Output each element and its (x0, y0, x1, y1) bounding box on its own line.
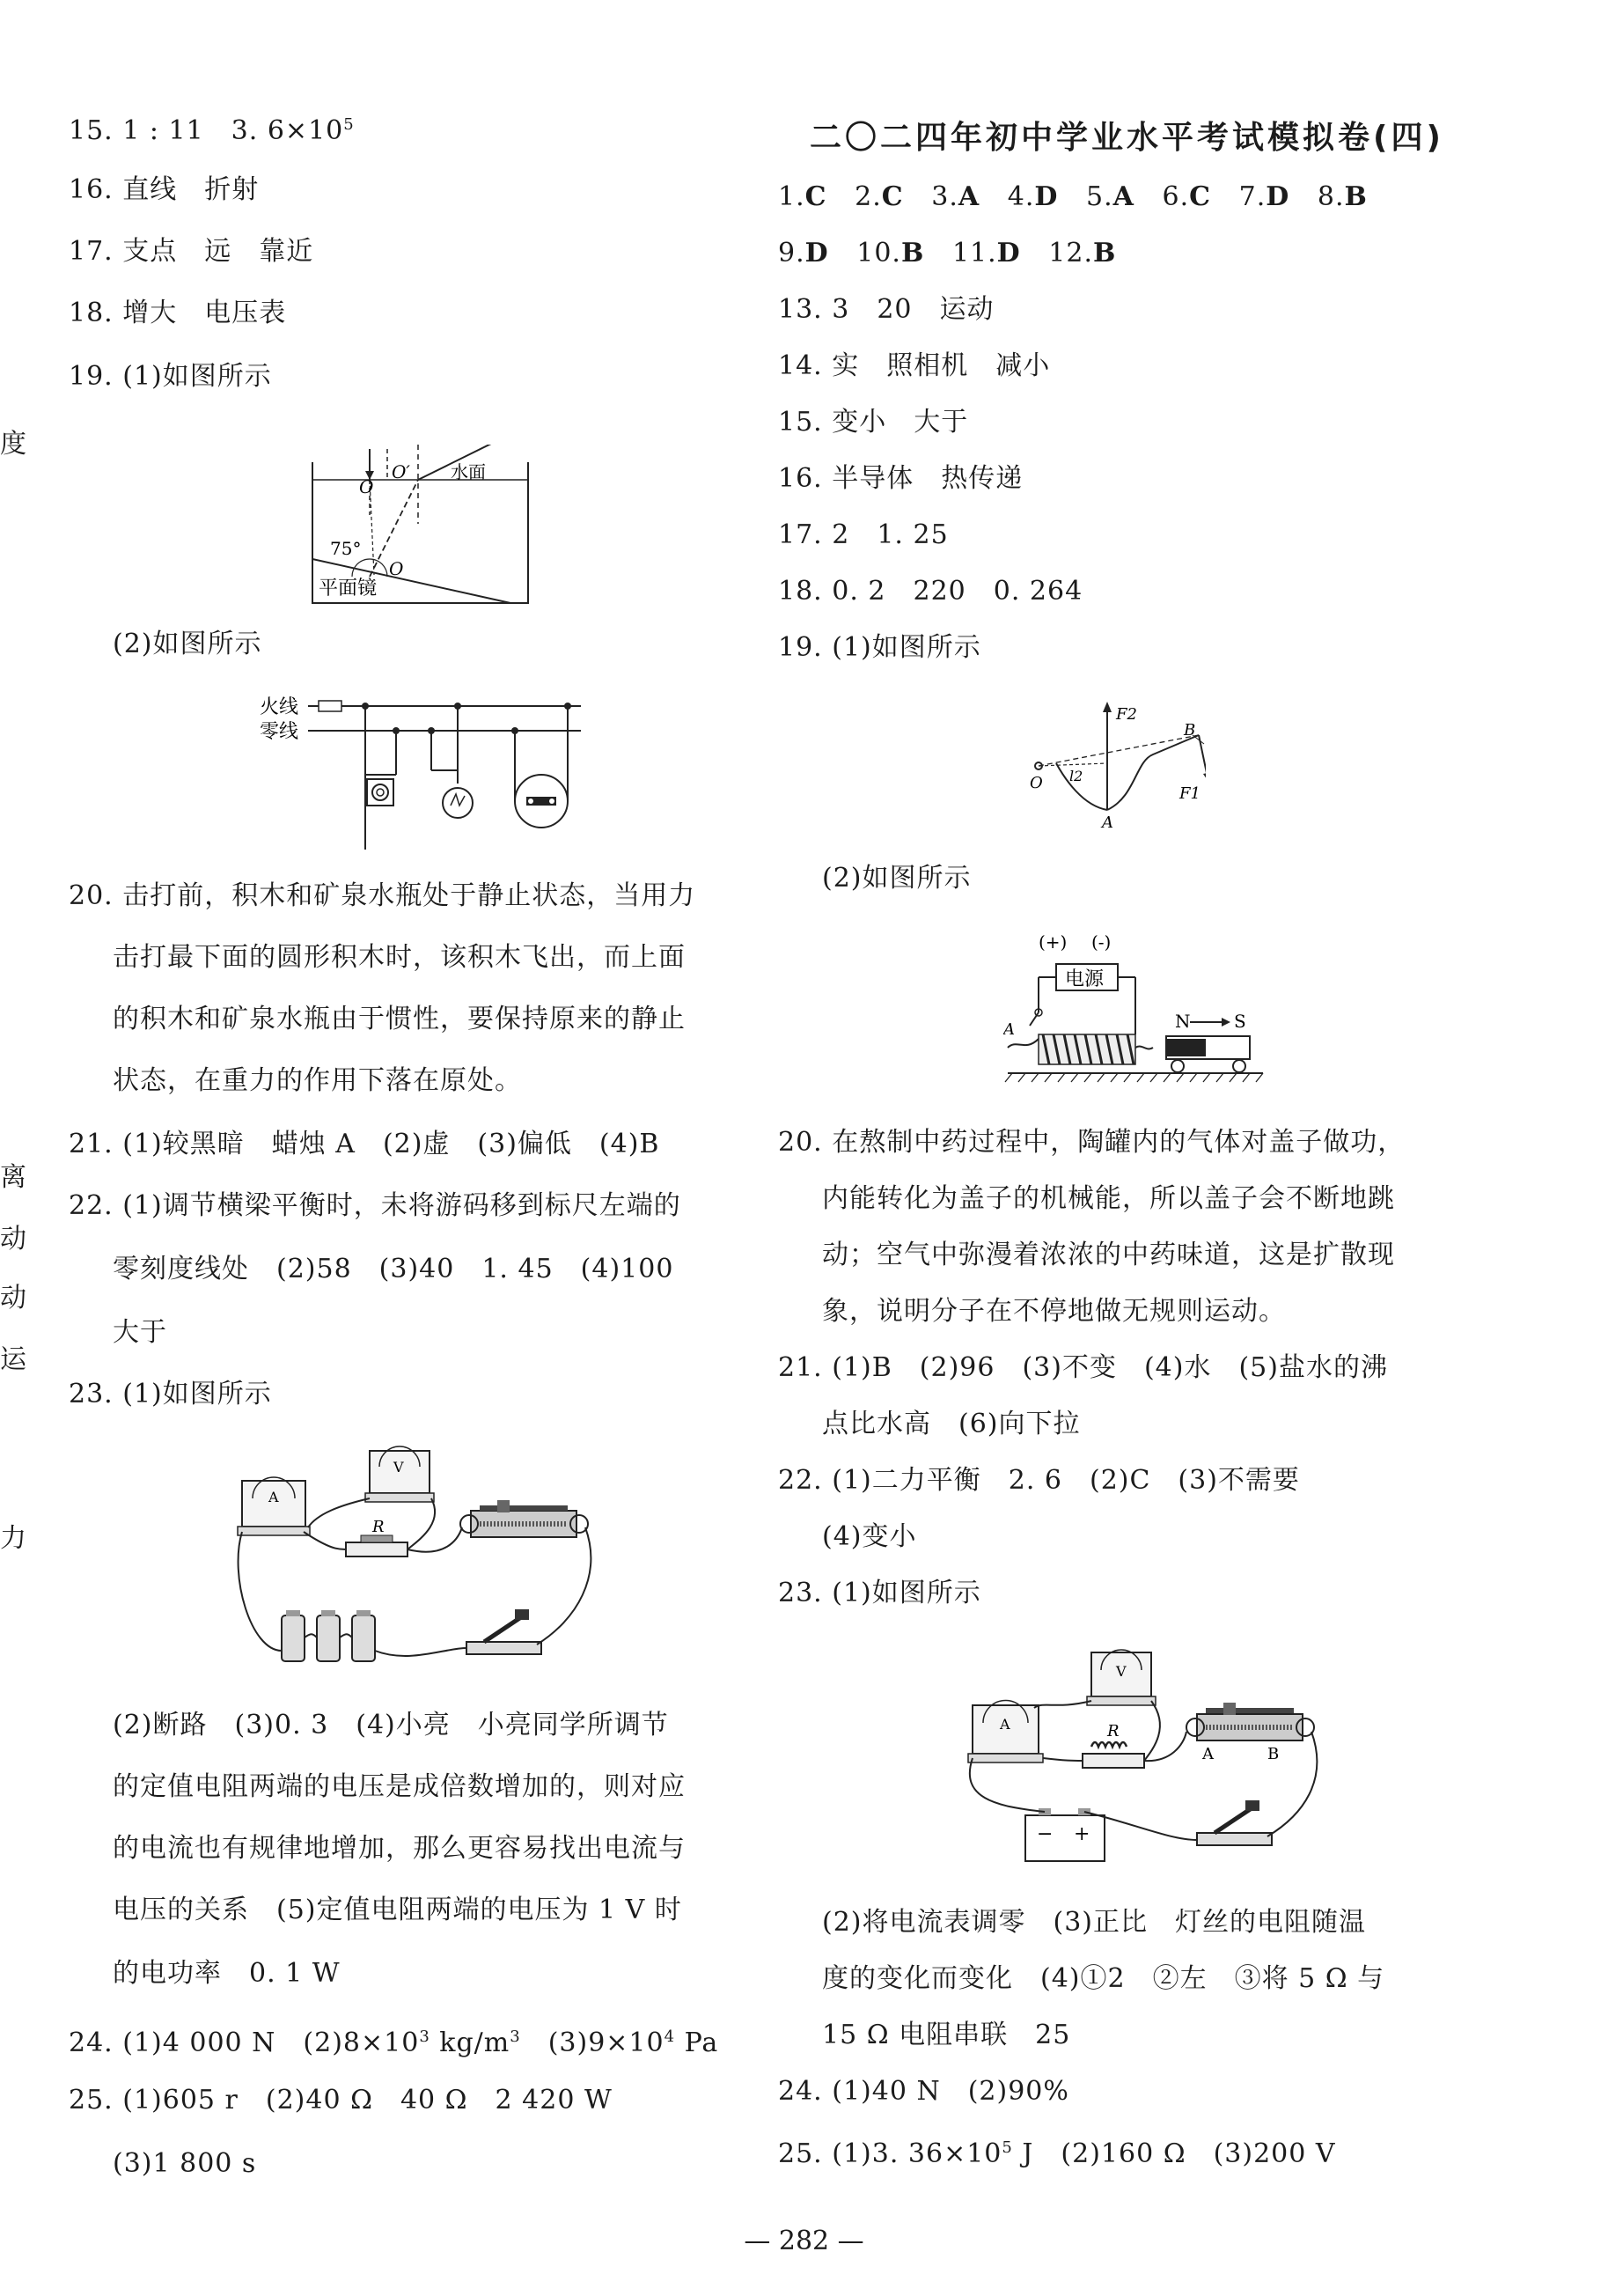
label-neutral: 零线 (260, 721, 299, 743)
label-n: N (1175, 1011, 1191, 1032)
answer-r22-line1: 22. (1)二力平衡 2. 6 (2)C (3)不需要 (778, 1465, 1300, 1496)
battery-minus: − (1037, 1823, 1054, 1845)
lever-figure (1003, 700, 1206, 832)
answer-r18: 18. 0. 2 220 0. 264 (778, 576, 1083, 607)
answer-r23-line2: 度的变化而变化 (4)①2 ②左 ③将 5 Ω 与 (822, 1963, 1385, 1994)
answer-25: 25. (1)605 r (2)40 Ω 40 Ω 2 420 W (69, 2085, 613, 2116)
answer-r23-2: (2)将电流表调零 (3)正比 灯丝的电阻随温 (822, 1907, 1366, 1938)
resistor-label: R (372, 1518, 385, 1536)
label-water: 水面 (451, 461, 486, 482)
answer-r14: 14. 实 照相机 减小 (778, 350, 1051, 381)
resistor-label: R (1107, 1722, 1120, 1740)
answer-r19-2: (2)如图所示 (822, 863, 972, 894)
label-l2: l2 (1069, 768, 1083, 784)
answer-r24: 24. (1)40 N (2)90% (778, 2076, 1069, 2107)
battery-plus: + (1074, 1823, 1090, 1845)
label-s: S (1234, 1011, 1246, 1032)
answer-15: 15. 1 : 11 3. $6\times 10^5$ (69, 115, 355, 146)
circuit-figure-right (959, 1648, 1329, 1868)
label-source: 电源 (1065, 968, 1105, 990)
mc-answers-row1: 1.C 2.C 3.A 4.D 5.A 6.C 7.D 8.B (778, 181, 1368, 212)
answer-22-line3: 大于 (113, 1317, 167, 1348)
answer-23-line5: 的电功率 0. 1 W (113, 1958, 341, 1989)
label-o: O (1030, 774, 1043, 792)
answer-20-line4: 状态，在重力的作用下落在原处。 (113, 1065, 522, 1096)
answer-20-line2: 击打最下面的圆形积木时，该积木飞出，而上面 (113, 942, 686, 973)
answer-r21-line1: 21. (1)B (2)96 (3)不变 (4)水 (5)盐水的沸 (778, 1352, 1388, 1383)
edge-char: 离 (0, 1162, 26, 1193)
label-o-prime: O′ (392, 461, 410, 482)
answer-r21-line2: 点比水高 (6)向下拉 (822, 1409, 1081, 1439)
label-o-2: O (389, 558, 404, 579)
edge-char: 运 (0, 1344, 26, 1375)
answer-19-2: (2)如图所示 (113, 629, 262, 659)
edge-char: 动 (0, 1224, 26, 1255)
answer-23-2: (2)断路 (3)0. 3 (4)小亮 小亮同学所调节 (113, 1710, 669, 1740)
answer-r23-1: 23. (1)如图所示 (778, 1578, 981, 1608)
answer-17: 17. 支点 远 靠近 (69, 236, 314, 267)
label-mirror: 平面镜 (319, 578, 378, 600)
label-plus: (+) (1039, 931, 1068, 953)
answer-23-1: 23. (1)如图所示 (69, 1379, 272, 1409)
answer-18: 18. 增大 电压表 (69, 298, 287, 328)
label-a: A (1003, 1020, 1015, 1039)
label-f1: F1 (1179, 784, 1200, 803)
rheostat-b-label: B (1267, 1745, 1280, 1763)
answer-r16: 16. 半导体 热传递 (778, 463, 1024, 494)
ammeter-label: A (268, 1489, 279, 1505)
answer-20-line3: 的积木和矿泉水瓶由于惯性，要保持原来的静止 (113, 1004, 686, 1034)
answer-19-1: 19. (1)如图所示 (69, 361, 272, 392)
answer-r23-line3: 15 Ω 电阻串联 25 (822, 2020, 1071, 2050)
edge-char: 动 (0, 1283, 26, 1314)
answer-r20-line2: 内能转化为盖子的机械能，所以盖子会不断地跳 (822, 1183, 1395, 1214)
mc-answers-row2: 9.D 10.B 11.D 12.B (778, 238, 1117, 269)
answer-23-line2: 的定值电阻两端的电压是成倍数增加的，则对应 (113, 1771, 686, 1802)
voltmeter-label: V (393, 1459, 404, 1475)
answer-21: 21. (1)较黑暗 蜡烛 A (2)虚 (3)偏低 (4)B (69, 1129, 660, 1159)
refraction-figure (308, 445, 546, 607)
circuit-figure-left (233, 1444, 603, 1673)
edge-char: 度 (0, 429, 26, 460)
answer-r20-line3: 动；空气中弥漫着浓浓的中药味道，这是扩散现 (822, 1240, 1395, 1270)
rheostat-a-label: A (1202, 1745, 1214, 1763)
voltmeter-label: V (1116, 1663, 1127, 1680)
answer-16: 16. 直线 折射 (69, 174, 260, 205)
answer-20-line1: 20. 击打前，积木和矿泉水瓶处于静止状态，当用力 (69, 880, 696, 911)
answer-22-line2: 零刻度线处 (2)58 (3)40 1. 45 (4)100 (113, 1254, 674, 1284)
answer-23-line3: 的电流也有规律地增加，那么更容易找出电流与 (113, 1833, 686, 1864)
answer-r20-line1: 20. 在熬制中药过程中，陶罐内的气体对盖子做功， (778, 1127, 1406, 1158)
answer-r25: 25. (1)3. $36\times 10^5$ J (2)160 Ω (3)200 V (778, 2138, 1336, 2169)
answer-24: 24. (1)4 000 N $(2)8\times 10^3$ $kg/m^3$ $(3)9\times 10^4$ Pa (69, 2027, 719, 2058)
answer-23-line4: 电压的关系 (5)定值电阻两端的电压为 1 V 时 (113, 1895, 682, 1925)
label-b: B (1184, 721, 1196, 740)
answer-25-3: (3)1 800 s (113, 2148, 257, 2179)
label-minus: (-) (1091, 931, 1112, 953)
label-angle: 75° (330, 538, 362, 559)
answer-r13: 13. 3 20 运动 (778, 294, 995, 325)
household-circuit-figure (255, 687, 590, 850)
answer-22-line1: 22. (1)调节横梁平衡时，未将游码移到标尺左端的 (69, 1190, 681, 1221)
answer-r17: 17. 2 1. 25 (778, 519, 949, 550)
ammeter-label: A (1000, 1716, 1010, 1733)
label-f2: F2 (1116, 705, 1137, 724)
answer-r19-1: 19. (1)如图所示 (778, 632, 981, 663)
label-live: 火线 (260, 696, 299, 718)
answer-r22-line2: (4)变小 (822, 1521, 917, 1552)
exam-title: 二〇二四年初中学业水平考试模拟卷(四) (810, 120, 1444, 156)
label-a: A (1102, 813, 1113, 832)
answer-r20-line4: 象，说明分子在不停地做无规则运动。 (822, 1296, 1286, 1327)
answer-r15: 15. 变小 大于 (778, 407, 969, 438)
label-o: O (359, 476, 374, 497)
edge-char: 力 (0, 1523, 26, 1554)
electromagnet-figure (1003, 929, 1267, 1096)
page-number: — 282 — (744, 2226, 864, 2256)
